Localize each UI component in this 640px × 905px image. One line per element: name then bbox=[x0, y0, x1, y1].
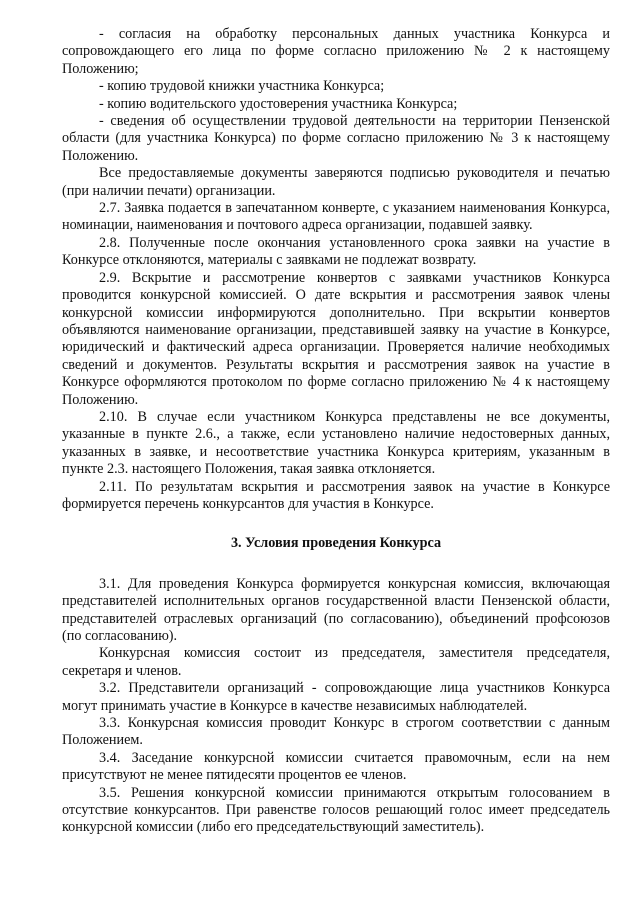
paragraph-2-10: 2.10. В случае если участником Конкурса представлены не все документы, указанные в пункте 2.6., а также, если установлено наличие недостоверных данных, указанных в заявке, и несоответствие участника Конкурса критериям, указанным в пункте 2.3. настоящего Положения, такая заявка отклоняется. bbox=[62, 408, 610, 478]
paragraph-3-2: 3.2. Представители организаций - сопровождающие лица участников Конкурса могут принимать участие в Конкурсе в качестве независимых наблюдателей. bbox=[62, 680, 610, 714]
paragraph-3-3: 3.3. Конкурсная комиссия проводит Конкурс в строгом соответствии с данным Положением. bbox=[62, 715, 610, 749]
paragraph-2-8: 2.8. Полученные после окончания установленного срока заявки на участие в Конкурсе отклоняются, материалы с заявками не подлежат возврату. bbox=[62, 234, 610, 269]
paragraph-consent: - согласия на обработку персональных данных участника Конкурса и сопровождающего его лица по форме согласно приложению № 2 к настоящему Положению; bbox=[62, 26, 610, 77]
paragraph-3-4: 3.4. Заседание конкурсной комиссии считается правомочным, если на нем присутствуют не менее пятидесяти процентов ее членов. bbox=[62, 749, 610, 784]
document-page bbox=[62, 26, 610, 837]
paragraph-certification: Все предоставляемые документы заверяются подписью руководителя и печатью (при наличии печати) организации. bbox=[62, 165, 610, 199]
paragraph-2-7: 2.7. Заявка подается в запечатанном конверте, с указанием наименования Конкурса, номинации, наименования и почтового адреса организации, подавшей заявку. bbox=[62, 200, 610, 234]
section-heading: 3. Условия проведения Конкурса bbox=[230, 535, 442, 552]
paragraph-employment-info: - сведения об осуществлении трудовой деятельности на территории Пензенской области (для участника Конкурса) по форме согласно приложению № 3 к настоящему Положению. bbox=[62, 113, 610, 164]
paragraph-commission-composition: Конкурсная комиссия состоит из председателя, заместителя председателя, секретаря и членов. bbox=[62, 645, 610, 679]
paragraph-2-11: 2.11. По результатам вскрытия и рассмотрения заявок на участие в Конкурсе формируется перечень конкурсантов для участия в Конкурсе. bbox=[62, 478, 610, 512]
paragraph-3-5: 3.5. Решения конкурсной комиссии принимаются открытым голосованием в отсутствие конкурсантов. При равенстве голосов решающий голос имеет председатель конкурсной комиссии (либо его председательствующий заместитель). bbox=[62, 784, 610, 836]
paragraph-work-book: - копию трудовой книжки участника Конкурса; bbox=[99, 78, 385, 95]
paragraph-driver-license: - копию водительского удостоверения участника Конкурса; bbox=[99, 95, 458, 112]
paragraph-3-1: 3.1. Для проведения Конкурса формируется конкурсная комиссия, включающая представителей исполнительных органов государственной власти Пензенской области, представителей отраслевых организаций (по согласованию), объединений профсоюзов (по согласованию). bbox=[62, 575, 610, 644]
paragraph-2-9: 2.9. Вскрытие и рассмотрение конвертов с заявками участников Конкурса проводится конкурсной комиссией. О дате вскрытия и рассмотрения заявок члены конкурсной комиссии информируются дополнительно. При вскрытии конвертов объявляются наименование организации, представившей заявку на участие в Конкурсе, юридический и фактический адреса организации. Проверяется наличие необходимых сведений и документов. Результаты вскрытия и рассмотрения заявок на участие в Конкурсе оформляются протоколом по форме согласно приложению № 4 к настоящему Положению. bbox=[62, 269, 610, 408]
